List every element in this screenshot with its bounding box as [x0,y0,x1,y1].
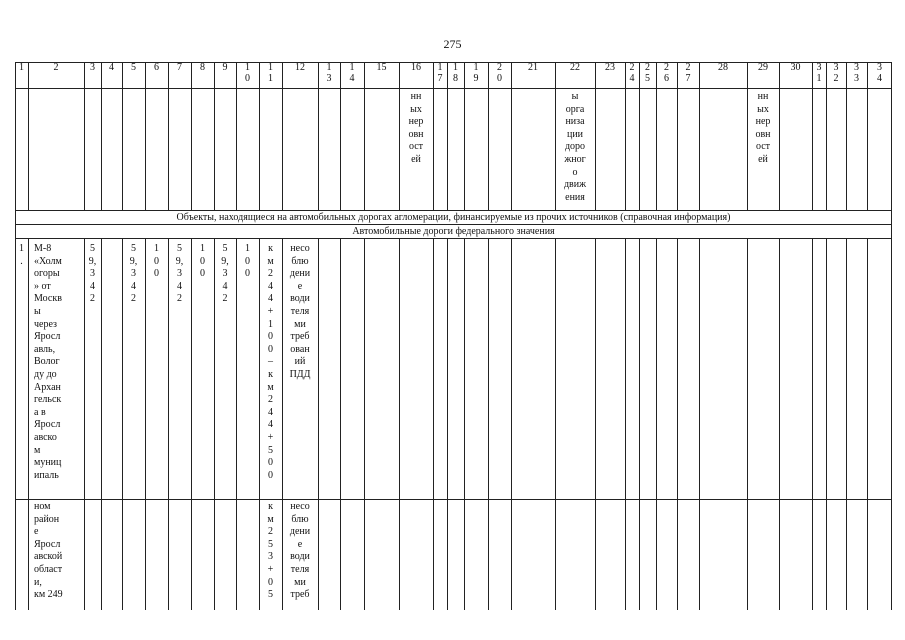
column-rule [145,238,146,610]
column-rule [625,62,626,210]
row-rule [15,499,892,500]
row1-number: 1 . [19,243,24,267]
col22-header-text: ы орга низа ции доро жног о движ ения [563,91,587,203]
column-number-17: 1 7 [437,62,443,84]
row2-road-name: ном район е Яросл авской област и, км 249 [34,501,63,601]
column-rule [656,62,657,210]
column-rule [145,62,146,210]
column-rule [318,238,319,610]
column-rule [101,238,102,610]
row1-col9: 5 9, 3 4 2 [221,243,229,305]
row1-col10: 1 0 0 [245,243,250,280]
column-rule [433,62,434,210]
column-rule [433,238,434,610]
column-rule [488,62,489,210]
column-number-25: 2 5 [645,62,650,84]
column-rule [656,238,657,610]
column-rule [191,238,192,610]
column-number-30: 30 [790,62,801,73]
page-number: 275 [443,37,462,51]
column-rule [168,62,169,210]
column-rule [282,62,283,210]
column-rule [259,62,260,210]
column-rule [15,62,16,610]
column-rule [28,62,29,210]
column-rule [511,62,512,210]
column-number-34: 3 4 [877,62,882,84]
row1-col12-violation: несо блю дени е води теля ми треб ован ий ПДД [289,243,311,380]
column-number-1: 1 [19,62,24,73]
column-number-29: 29 [758,62,768,73]
row1-col3: 5 9, 3 4 2 [88,243,97,305]
column-number-33: 3 3 [854,62,859,84]
column-rule [122,62,123,210]
section-title-objects: Объекты, находящиеся на автомобильных дорогах агломерации, финансируемые из прочих источников (справочная информация) [176,212,731,223]
column-rule [340,238,341,610]
column-rule [595,238,596,610]
column-number-10: 1 0 [245,62,250,84]
column-rule [867,62,868,210]
row1-col5: 5 9, 3 4 2 [129,243,138,305]
column-rule [214,62,215,210]
column-rule [101,62,102,210]
column-rule [447,238,448,610]
row1-road-name: М-8 «Холм огоры » от Москв ы через Яросл авль, Волог ду до Архан гельск а в Яросл авско м муниц ипаль [34,243,62,481]
row1-col8: 1 0 0 [200,243,205,280]
column-number-5: 5 [131,62,136,73]
column-rule [488,238,489,610]
column-rule [625,238,626,610]
column-rule [236,238,237,610]
column-number-15: 15 [376,62,387,73]
data-table [15,62,892,610]
column-rule [595,62,596,210]
column-number-8: 8 [200,62,205,73]
column-rule [639,238,640,610]
column-rule [826,238,827,610]
column-rule [464,238,465,610]
column-rule [867,238,868,610]
column-number-28: 28 [718,62,728,73]
row1-col7: 5 9, 3 4 2 [175,243,184,305]
column-number-23: 23 [605,62,615,73]
row-rule [15,238,892,239]
column-rule [639,62,640,210]
column-number-21: 21 [528,62,538,73]
column-rule [464,62,465,210]
column-number-2: 2 [53,62,59,73]
column-number-16: 16 [411,62,421,73]
col16-header-text: нн ых нер овн ост ей [408,91,424,165]
row2-col11-km: к м 2 5 3 + 0 5 [267,501,274,601]
column-rule [677,238,678,610]
column-rule [555,238,556,610]
section-title-federal-roads: Автомобильные дороги федерального значения [352,226,555,237]
column-rule [779,238,780,610]
column-rule [84,62,85,210]
column-rule [812,238,813,610]
column-number-20: 2 0 [497,62,502,84]
column-number-4: 4 [109,62,114,73]
column-number-7: 7 [177,62,182,73]
column-rule [399,238,400,610]
column-number-6: 6 [154,62,159,73]
row-rule [15,210,892,211]
column-number-27: 2 7 [685,62,691,84]
column-number-24: 2 4 [629,62,635,84]
column-number-19: 1 9 [473,62,479,84]
column-number-13: 1 3 [326,62,332,84]
column-rule [779,62,780,210]
column-rule [812,62,813,210]
column-number-11: 1 1 [268,62,273,84]
row1-col11-km: к м 2 4 4 + 1 0 0 – к м 2 4 4 + 5 0 0 [267,243,274,481]
column-number-31: 3 1 [816,62,822,84]
column-rule [191,62,192,210]
column-number-14: 1 4 [349,62,355,84]
row1-col6: 1 0 0 [154,243,159,280]
column-number-22: 22 [570,62,580,73]
column-rule [447,62,448,210]
column-number-9: 9 [222,62,228,73]
column-number-26: 2 6 [664,62,669,84]
column-rule [699,62,700,210]
column-number-18: 1 8 [453,62,458,84]
column-number-12: 12 [295,62,305,73]
column-rule [677,62,678,210]
column-rule [236,62,237,210]
column-rule [846,62,847,210]
column-rule [846,238,847,610]
column-rule [747,238,748,610]
column-rule [511,238,512,610]
column-rule [364,62,365,210]
row2-col12-violation: несо блю дени е води теля ми треб [289,501,311,601]
column-number-3: 3 [90,62,95,73]
column-rule [318,62,319,210]
column-rule [826,62,827,210]
col29-header-text: нн ых нер овн ост ей [755,91,771,165]
column-rule [364,238,365,610]
column-rule [340,62,341,210]
column-rule [699,238,700,610]
row-rule [15,88,892,89]
row-rule [15,224,892,225]
column-rule [891,62,892,610]
column-number-32: 3 2 [833,62,839,84]
